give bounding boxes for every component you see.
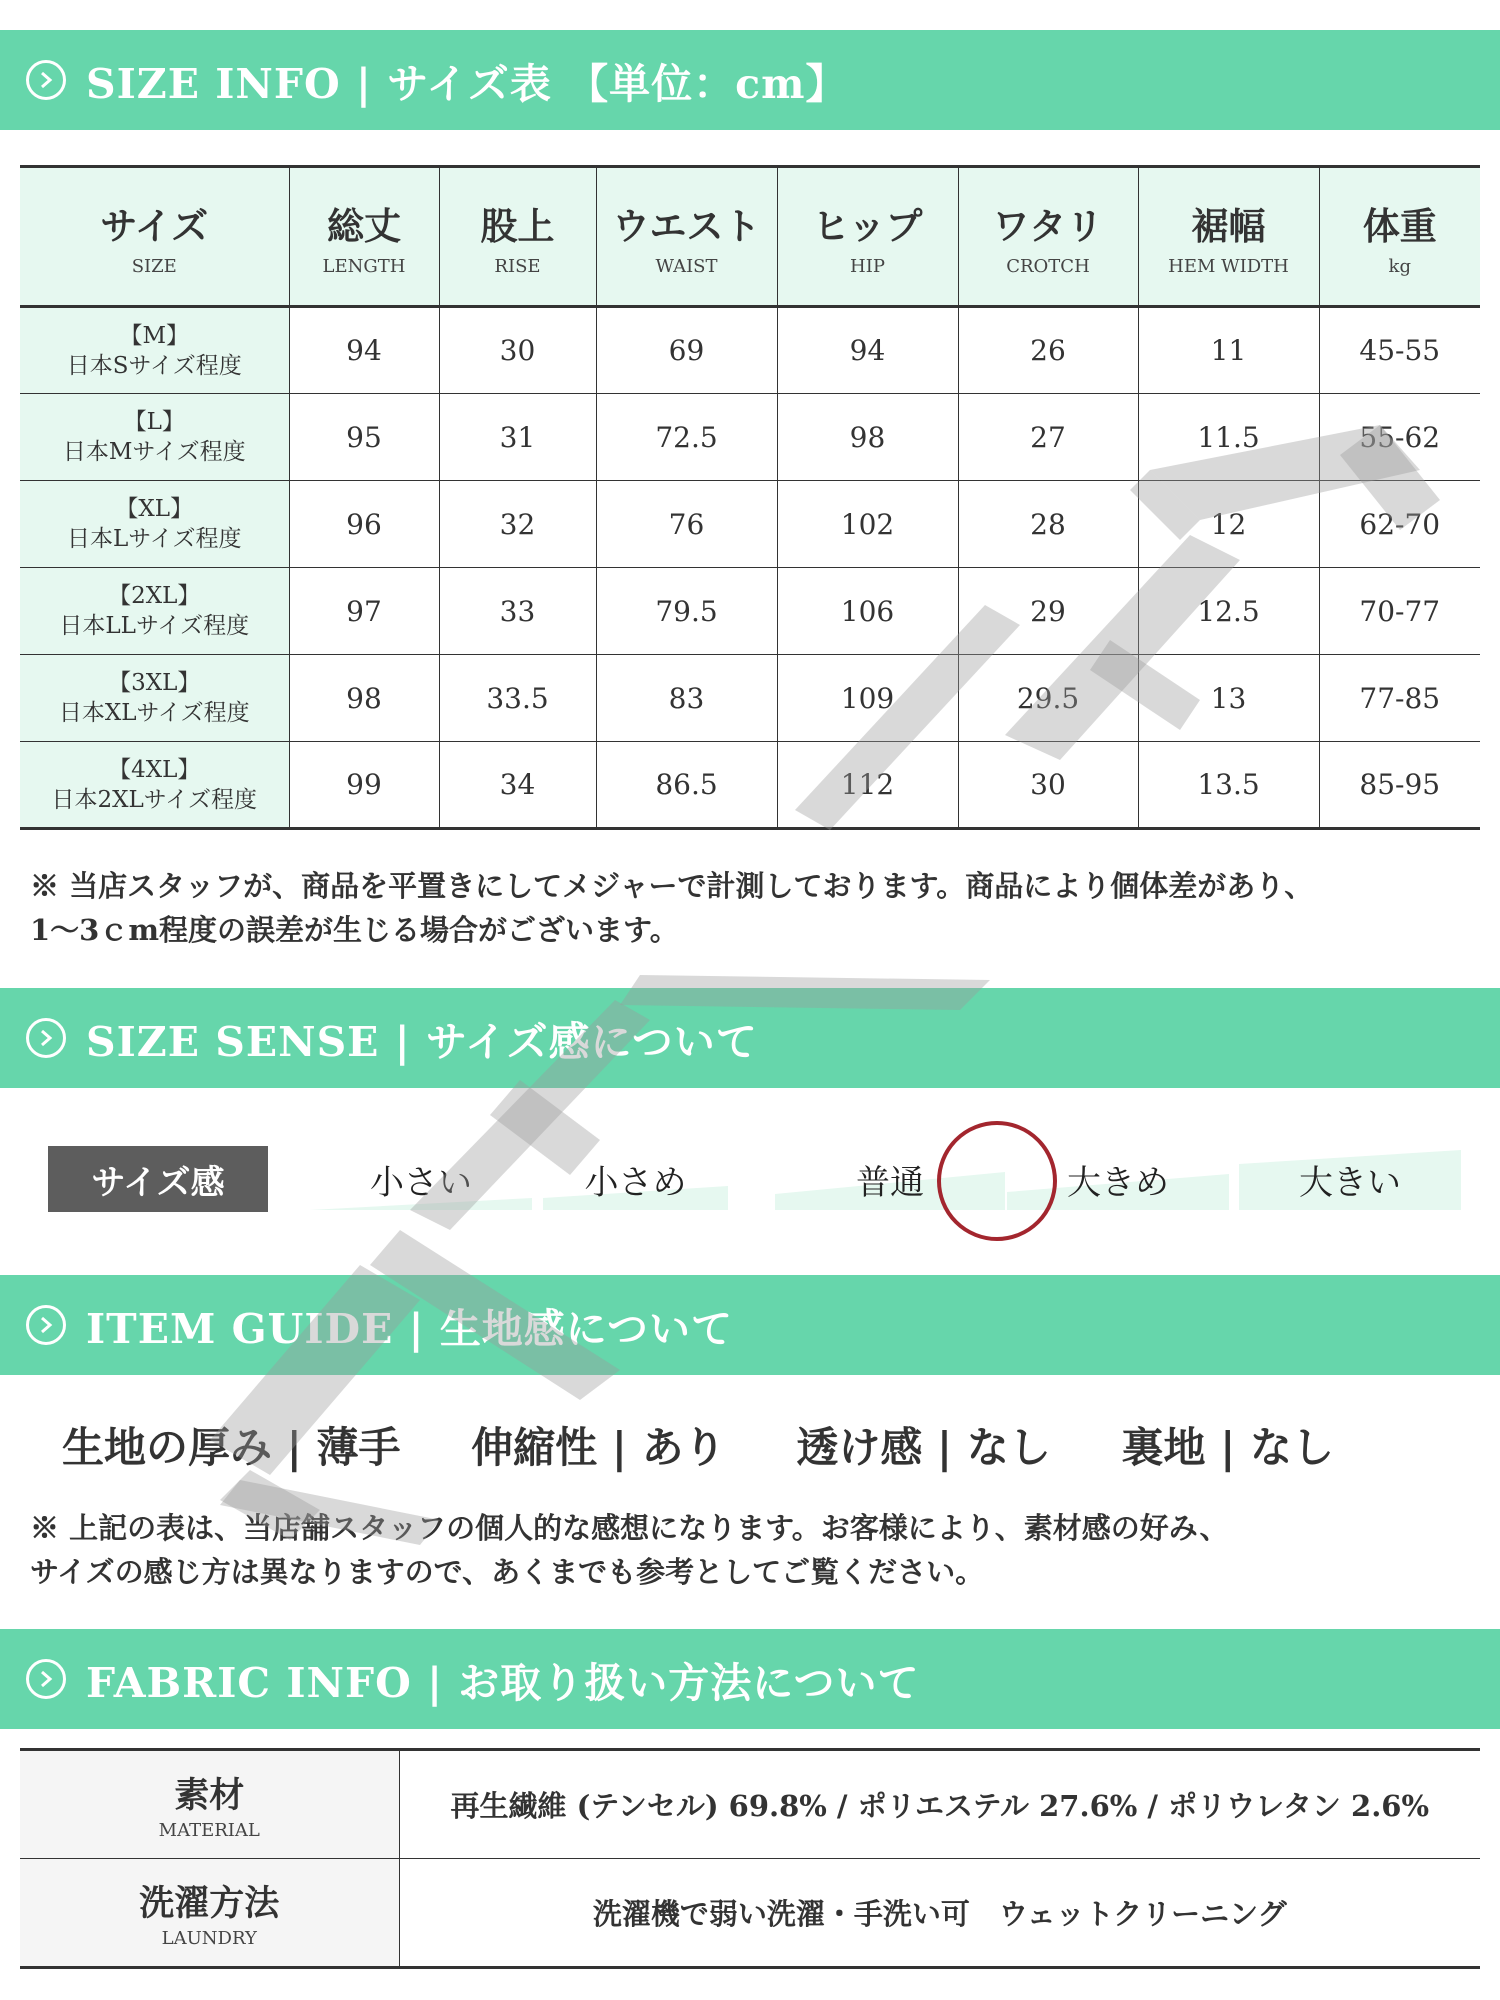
table-cell: 45-55: [1319, 307, 1480, 394]
size-note: [30, 864, 1313, 952]
table-row: [20, 1750, 1480, 1859]
column-header: サイズ SIZE: [20, 167, 289, 307]
table-cell: 94: [289, 307, 439, 394]
table-cell: 32: [439, 481, 596, 568]
table-cell: 102: [777, 481, 958, 568]
table-cell: 77-85: [1319, 655, 1480, 742]
note-line: 1〜3ｃm程度の誤差が生じる場合がございます。: [30, 913, 679, 947]
size-label-cell: [20, 481, 289, 568]
table-cell: 83: [596, 655, 777, 742]
guide-item-stretch: 伸縮性 | あり: [471, 1423, 726, 1472]
table-cell: 70-77: [1319, 568, 1480, 655]
row-header-laundry: 洗濯方法 LAUNDRY: [20, 1859, 399, 1968]
size-code: 【M】: [119, 322, 190, 349]
table-cell: 12.5: [1138, 568, 1319, 655]
table-cell: 94: [777, 307, 958, 394]
section-title: SIZE INFO | サイズ表 【単位：cm】: [86, 59, 848, 108]
guide-item-sheerness: 透け感 | なし: [796, 1423, 1051, 1472]
table-cell: 106: [777, 568, 958, 655]
size-label-cell: [20, 655, 289, 742]
table-row: [20, 307, 1480, 394]
size-sense-marker-circle: [937, 1121, 1057, 1241]
table-cell: 26: [958, 307, 1138, 394]
table-cell: 62-70: [1319, 481, 1480, 568]
sense-option-label: 普通: [856, 1163, 924, 1203]
table-cell: 85-95: [1319, 742, 1480, 829]
size-code: 【3XL】: [108, 670, 201, 696]
fabric-table: [20, 1748, 1480, 1969]
japanese-size-equivalent: 日本Sサイズ程度: [66, 352, 242, 379]
column-header: 体重 kg: [1319, 167, 1480, 307]
table-cell: 11.5: [1138, 394, 1319, 481]
column-header: ウエスト WAIST: [596, 167, 777, 307]
table-cell: 98: [289, 655, 439, 742]
item-guide-note: [30, 1506, 1229, 1594]
japanese-size-equivalent: 日本Lサイズ程度: [67, 526, 242, 552]
table-cell: 79.5: [596, 568, 777, 655]
japanese-size-equivalent: 日本Mサイズ程度: [62, 439, 246, 465]
japanese-size-equivalent: 日本LLサイズ程度: [59, 613, 250, 639]
size-label-cell: [20, 307, 289, 394]
size-table: [20, 165, 1480, 830]
column-header: ワタリ CROTCH: [958, 167, 1138, 307]
chevron-right-icon: [26, 1018, 66, 1058]
table-cell: 13: [1138, 655, 1319, 742]
size-label-cell: [20, 568, 289, 655]
section-header-size-sense: [0, 988, 1500, 1088]
column-header: 股上 RISE: [439, 167, 596, 307]
section-title: FABRIC INFO | お取り扱い方法について: [86, 1658, 920, 1707]
sense-option-very-small: [310, 1150, 532, 1210]
column-header: ヒップ HIP: [777, 167, 958, 307]
table-cell: 109: [777, 655, 958, 742]
guide-item-lining: 裏地 | なし: [1121, 1423, 1334, 1472]
table-row: [20, 742, 1480, 829]
size-code: 【4XL】: [108, 756, 201, 783]
size-label-cell: [20, 394, 289, 481]
column-header: 総丈 LENGTH: [289, 167, 439, 307]
note-line: サイズの感じ方は異なりますので、あくまでも参考としてご覧ください。: [30, 1555, 985, 1589]
table-row: [20, 568, 1480, 655]
table-cell: 31: [439, 394, 596, 481]
table-row: [20, 394, 1480, 481]
table-cell: 13.5: [1138, 742, 1319, 829]
material-value: 再生繊維 (テンセル) 69.8% / ポリエステル 27.6% / ポリウレタン 2.6%: [399, 1750, 1480, 1859]
sense-option-label: 小さい: [370, 1163, 472, 1203]
item-guide-row: [62, 1415, 1390, 1475]
table-cell: 76: [596, 481, 777, 568]
note-line: ※ 上記の表は、当店舗スタッフの個人的な感想になります。お客様により、素材感の好み、: [30, 1511, 1229, 1545]
table-cell: 86.5: [596, 742, 777, 829]
table-cell: 33.5: [439, 655, 596, 742]
table-cell: 98: [777, 394, 958, 481]
note-line: ※ 当店スタッフが、商品を平置きにしてメジャーで計測しております。商品により個体差があり、: [30, 869, 1314, 903]
sense-option-very-large: [1239, 1150, 1461, 1210]
chevron-right-icon: [26, 1659, 66, 1699]
table-cell: 33: [439, 568, 596, 655]
size-code: 【L】: [123, 409, 185, 435]
table-row: [20, 481, 1480, 568]
table-row: [20, 655, 1480, 742]
section-header-fabric-info: [0, 1629, 1500, 1729]
size-code: 【XL】: [115, 496, 194, 522]
sense-option-label: 大きめ: [1067, 1163, 1169, 1203]
section-header-item-guide: [0, 1275, 1500, 1375]
table-cell: 27: [958, 394, 1138, 481]
chevron-right-icon: [26, 60, 66, 100]
japanese-size-equivalent: 日本2XLサイズ程度: [51, 786, 257, 813]
column-header: 裾幅 HEM WIDTH: [1138, 167, 1319, 307]
sense-option-label: 大きい: [1299, 1163, 1401, 1203]
size-code: 【2XL】: [108, 583, 201, 609]
section-title: SIZE SENSE | サイズ感について: [86, 1017, 758, 1066]
chevron-right-icon: [26, 1305, 66, 1345]
table-cell: 30: [439, 307, 596, 394]
table-cell: 95: [289, 394, 439, 481]
table-cell: 34: [439, 742, 596, 829]
table-cell: 11: [1138, 307, 1319, 394]
section-header-size-info: [0, 30, 1500, 130]
table-cell: 72.5: [596, 394, 777, 481]
table-cell: 28: [958, 481, 1138, 568]
table-cell: 112: [777, 742, 958, 829]
sense-option-small: [543, 1150, 728, 1210]
guide-item-thickness: 生地の厚み | 薄手: [62, 1423, 401, 1472]
japanese-size-equivalent: 日本XLサイズ程度: [58, 700, 250, 726]
table-cell: 29.5: [958, 655, 1138, 742]
sense-option-label: 小さめ: [584, 1163, 687, 1203]
table-header-row: [20, 167, 1480, 307]
table-cell: 29: [958, 568, 1138, 655]
table-cell: 96: [289, 481, 439, 568]
row-header-material: 素材 MATERIAL: [20, 1750, 399, 1859]
table-cell: 99: [289, 742, 439, 829]
table-cell: 30: [958, 742, 1138, 829]
laundry-value: 洗濯機で弱い洗濯・手洗い可 ウェットクリーニング: [399, 1859, 1480, 1968]
table-row: [20, 1859, 1480, 1968]
size-label-cell: [20, 742, 289, 829]
size-sense-label: サイズ感: [48, 1146, 268, 1212]
section-title: ITEM GUIDE | 生地感について: [86, 1304, 733, 1353]
table-cell: 69: [596, 307, 777, 394]
table-cell: 55-62: [1319, 394, 1480, 481]
table-cell: 12: [1138, 481, 1319, 568]
table-cell: 97: [289, 568, 439, 655]
